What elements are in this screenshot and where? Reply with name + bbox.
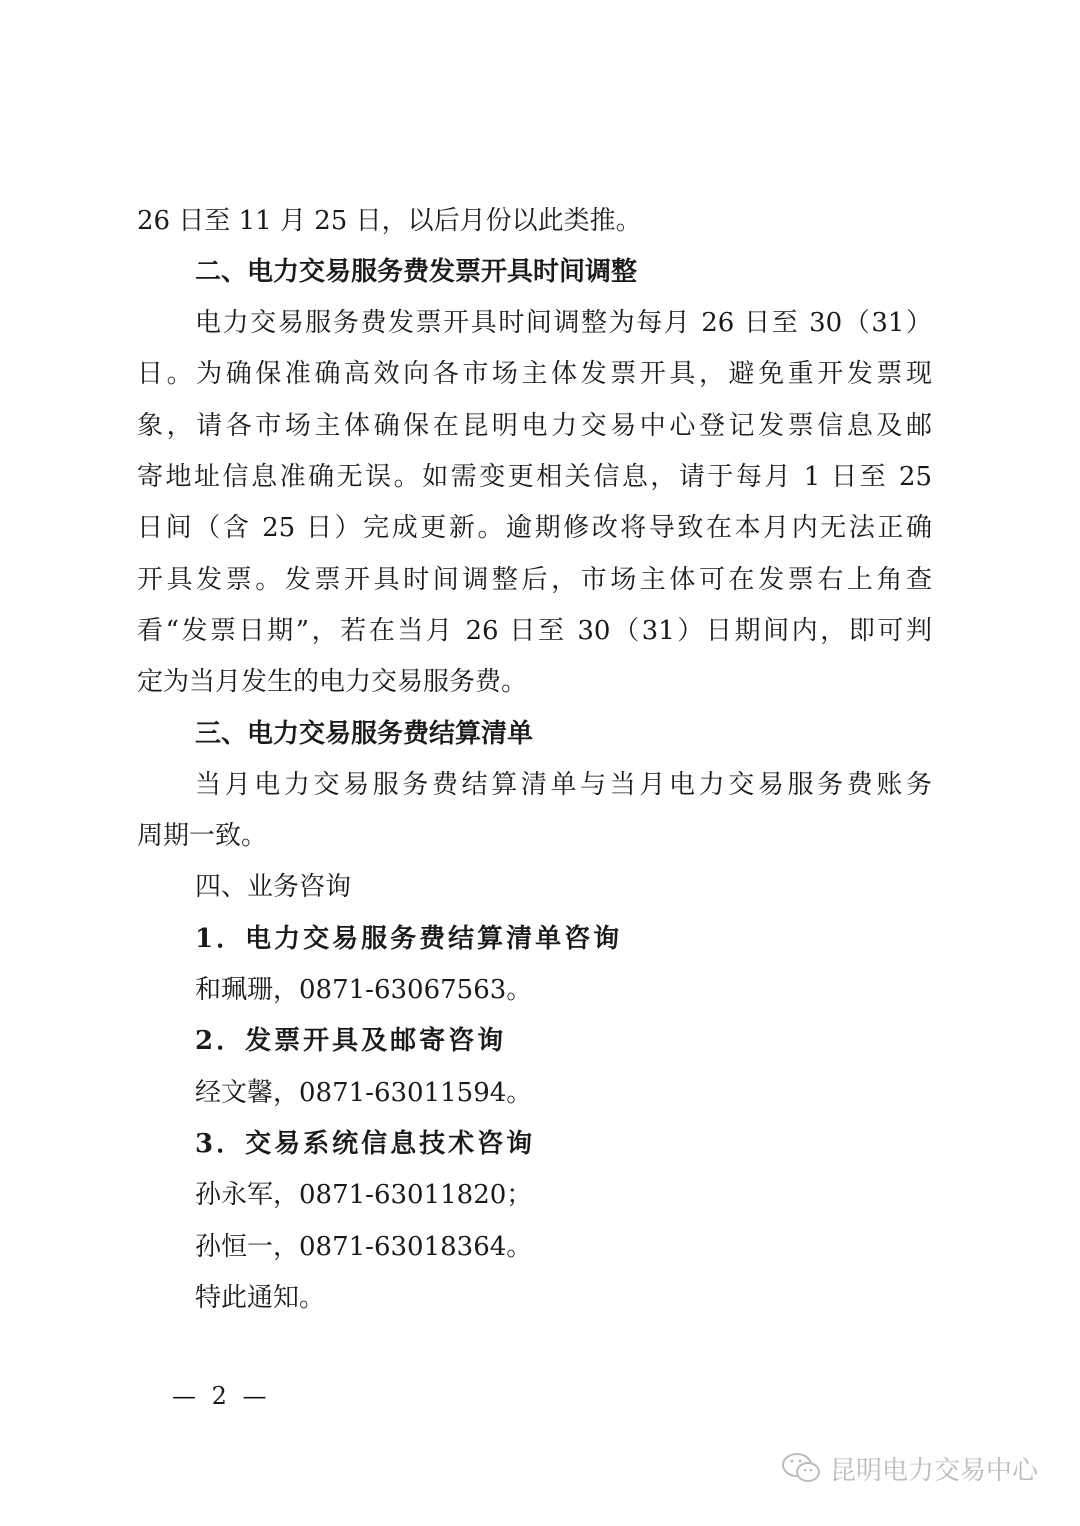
text-line: 看“发票日期”，若在当月 26 日至 30（31）日期间内，即可判	[137, 615, 932, 646]
text-line: 孙永军，0871-63011820；	[195, 1180, 533, 1211]
watermark-text: 昆明电力交易中心	[830, 1455, 1039, 1486]
text-line: 四、业务咨询	[195, 872, 352, 903]
text-line: 象，请各市场主体确保在昆明电力交易中心登记发票信息及邮	[137, 410, 932, 441]
text-line: 和珮珊，0871-63067563。	[195, 975, 533, 1005]
text-line: 孙恒一，0871-63018364。	[195, 1231, 533, 1262]
section-heading: 二、电力交易服务费发票开具时间调整	[195, 256, 638, 287]
section-heading: 三、电力交易服务费结算清单	[195, 718, 534, 749]
text-line: 寄地址信息准确无误。如需变更相关信息，请于每月 1 日至 25	[137, 462, 932, 492]
subsection-heading: 1．电力交易服务费结算清单咨询	[195, 923, 623, 954]
text-line: 日间（含 25 日）完成更新。逾期修改将导致在本月内无法正确	[137, 513, 932, 544]
watermark	[780, 1448, 1038, 1488]
text-line: 26 日至 11 月 25 日，以后月份以此类推。	[137, 205, 642, 236]
text-line: 周期一致。	[137, 821, 268, 852]
text-line: 开具发票。发票开具时间调整后，市场主体可在发票右上角查	[137, 564, 932, 595]
text-line: 定为当月发生的电力交易服务费。	[137, 667, 528, 698]
wechat-icon	[780, 1450, 824, 1486]
text-line: 经文馨，0871-63011594。	[195, 1077, 533, 1108]
text-line: 日。为确保准确高效向各市场主体发票开具，避免重开发票现	[137, 359, 932, 390]
text-line: 电力交易服务费发票开具时间调整为每月 26 日至 30（31）	[195, 308, 932, 339]
text-line: 当月电力交易服务费结算清单与当月电力交易服务费账务	[195, 769, 932, 800]
subsection-heading: 2．发票开具及邮寄咨询	[195, 1026, 507, 1057]
text-line: 特此通知。	[195, 1282, 326, 1313]
page-number: — 2 —	[172, 1382, 271, 1410]
subsection-heading: 3．交易系统信息技术咨询	[195, 1128, 536, 1159]
